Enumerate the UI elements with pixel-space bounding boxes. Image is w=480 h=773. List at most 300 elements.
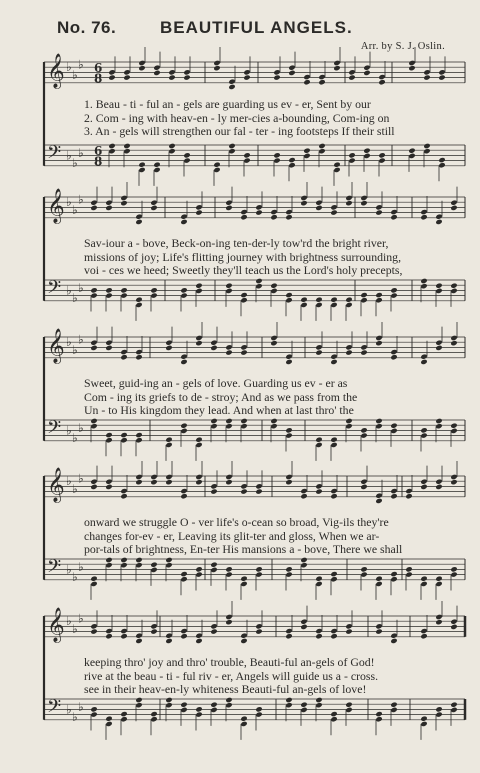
notehead [360, 432, 367, 438]
lyrics-system-5 [84, 656, 466, 697]
notehead [138, 162, 145, 168]
bass-clef-icon: 𝄢 [47, 556, 62, 582]
notehead [123, 69, 130, 75]
notehead [243, 74, 250, 80]
notehead [180, 707, 187, 713]
notehead [438, 69, 445, 75]
notehead [195, 288, 202, 294]
notehead [240, 581, 247, 587]
notehead [375, 628, 382, 634]
notehead [225, 702, 232, 708]
notehead [213, 60, 220, 66]
notehead [330, 711, 337, 717]
notehead [420, 628, 427, 634]
notehead [120, 493, 127, 499]
notehead [390, 633, 397, 639]
notehead [90, 292, 97, 298]
notehead [183, 157, 190, 163]
flat-icon: ♭ [78, 145, 84, 160]
notehead [420, 278, 427, 284]
treble-clef-icon: 𝄞 [47, 607, 65, 643]
notehead [288, 70, 295, 76]
notehead [330, 437, 337, 443]
notehead [408, 65, 415, 71]
notehead [120, 716, 127, 722]
flat-icon: ♭ [66, 702, 72, 717]
notehead [285, 214, 292, 220]
notehead [450, 619, 457, 625]
notehead [423, 148, 430, 154]
notehead [180, 423, 187, 429]
notehead [300, 562, 307, 568]
notehead [345, 349, 352, 355]
notehead [318, 74, 325, 80]
flat-icon: ♭ [72, 203, 78, 217]
notehead [315, 349, 322, 355]
notehead [120, 488, 127, 494]
notehead [165, 345, 172, 351]
notehead [390, 209, 397, 215]
notehead [330, 576, 337, 582]
bass-clef-icon: 𝄢 [47, 417, 62, 443]
notehead [315, 581, 322, 587]
notehead [135, 214, 142, 220]
notehead [285, 566, 292, 572]
notehead [123, 74, 130, 80]
notehead [360, 195, 367, 201]
notehead [405, 493, 412, 499]
notehead [360, 484, 367, 490]
notehead [225, 619, 232, 625]
notehead [180, 488, 187, 494]
notehead [390, 214, 397, 220]
notehead [288, 65, 295, 71]
notehead [420, 479, 427, 485]
notehead [360, 566, 367, 572]
flat-icon: ♭ [66, 148, 72, 163]
notehead [405, 488, 412, 494]
notehead [408, 153, 415, 159]
notehead [195, 633, 202, 639]
notehead [330, 359, 337, 365]
notehead [450, 335, 457, 341]
notehead [315, 633, 322, 639]
time-signature-top: 6 [94, 60, 103, 75]
notehead [180, 292, 187, 298]
notehead [303, 74, 310, 80]
notehead [195, 209, 202, 215]
notehead [285, 297, 292, 303]
notehead [195, 571, 202, 577]
notehead [120, 711, 127, 717]
notehead [150, 479, 157, 485]
notehead [135, 557, 142, 563]
notehead [300, 302, 307, 308]
lyric-verse-2: changes for-ev - er, Leaving its glit-ter and gloss, When we ar- [84, 528, 380, 543]
notehead [303, 148, 310, 154]
notehead [330, 204, 337, 210]
notehead [285, 354, 292, 360]
notehead [435, 345, 442, 351]
notehead [195, 442, 202, 448]
notehead [270, 423, 277, 429]
notehead [273, 152, 280, 158]
notehead [315, 483, 322, 489]
notehead [345, 297, 352, 303]
notehead [318, 79, 325, 85]
notehead [270, 418, 277, 424]
notehead [300, 200, 307, 206]
notehead [150, 628, 157, 634]
flat-icon: ♭ [72, 710, 78, 725]
notehead [435, 711, 442, 717]
notehead [315, 302, 322, 308]
notehead [150, 711, 157, 717]
flat-icon: ♭ [72, 343, 78, 357]
notehead [225, 614, 232, 620]
notehead [390, 493, 397, 499]
notehead [315, 205, 322, 211]
notehead [255, 488, 262, 494]
notehead [240, 423, 247, 429]
notehead [423, 143, 430, 149]
notehead [210, 567, 217, 573]
notehead [450, 423, 457, 429]
notehead [375, 209, 382, 215]
notehead [120, 354, 127, 360]
notehead [375, 423, 382, 429]
lyric-verse-1: Sweet, guid-ing an - gels of love. Guarding us ev - er as [84, 377, 348, 390]
flat-icon: ♭ [78, 280, 84, 295]
lyric-verse-1: onward we struggle O - ver life's o-cean so broad, Vig-ils they're [84, 516, 389, 529]
notehead [255, 278, 262, 284]
notehead [435, 283, 442, 289]
notehead [213, 167, 220, 173]
lyric-verse-1: keeping thro' joy and thro' trouble, Beauti-ful an-gels of God! [84, 656, 375, 669]
lyric-verse-3: see in their heav-en-ly whiteness Beauti-ful an-gels of love! [84, 682, 367, 697]
notehead [435, 288, 442, 294]
notehead [270, 340, 277, 346]
notehead [105, 437, 112, 443]
notehead [270, 214, 277, 220]
notehead [420, 633, 427, 639]
notehead [378, 152, 385, 158]
notehead [150, 562, 157, 568]
notehead [435, 706, 442, 712]
notehead [378, 157, 385, 163]
notehead [180, 214, 187, 220]
notehead [105, 340, 112, 346]
notehead [420, 209, 427, 215]
notehead [135, 633, 142, 639]
notehead [150, 287, 157, 293]
notehead [210, 483, 217, 489]
notehead [210, 707, 217, 713]
notehead [300, 493, 307, 499]
lyric-verse-3: por-tals of brightness, En-ter His mansions a - bove, There we shall [84, 542, 403, 557]
notehead [390, 702, 397, 708]
notehead [120, 200, 127, 206]
notehead [345, 195, 352, 201]
notehead [165, 340, 172, 346]
notehead [105, 562, 112, 568]
notehead [195, 340, 202, 346]
notehead [240, 209, 247, 215]
notehead [240, 483, 247, 489]
flat-icon: ♭ [66, 614, 72, 629]
notehead [300, 195, 307, 201]
notehead [345, 707, 352, 713]
notehead [330, 628, 337, 634]
notehead [420, 721, 427, 727]
flat-icon: ♭ [66, 562, 72, 577]
notehead [195, 711, 202, 717]
notehead [438, 74, 445, 80]
notehead [288, 157, 295, 163]
notehead [243, 152, 250, 158]
notehead [120, 628, 127, 634]
notehead [180, 359, 187, 365]
notehead [315, 437, 322, 443]
notehead [225, 283, 232, 289]
notehead [345, 200, 352, 206]
notehead [360, 571, 367, 577]
notehead [135, 638, 142, 644]
notehead [450, 283, 457, 289]
notehead [360, 344, 367, 350]
notehead [183, 152, 190, 158]
notehead [120, 195, 127, 201]
notehead [360, 427, 367, 433]
notehead [240, 721, 247, 727]
notehead [315, 297, 322, 303]
notehead [288, 162, 295, 168]
notehead [435, 619, 442, 625]
notehead [135, 297, 142, 303]
notehead [435, 576, 442, 582]
treble-clef-icon: 𝄞 [47, 328, 65, 364]
notehead [105, 205, 112, 211]
notehead [378, 74, 385, 80]
notehead [390, 287, 397, 293]
time-signature-bottom: 8 [94, 154, 103, 169]
notehead [450, 571, 457, 577]
notehead [228, 143, 235, 149]
notehead [105, 345, 112, 351]
notehead [225, 566, 232, 572]
notehead [90, 287, 97, 293]
lyrics-system-3 [84, 377, 466, 418]
notehead [315, 442, 322, 448]
notehead [435, 340, 442, 346]
notehead [315, 344, 322, 350]
notehead [450, 205, 457, 211]
notehead [435, 423, 442, 429]
notehead [225, 418, 232, 424]
notehead [210, 418, 217, 424]
flat-icon: ♭ [66, 474, 72, 489]
notehead [225, 474, 232, 480]
notehead [315, 697, 322, 703]
notehead [240, 349, 247, 355]
notehead [273, 157, 280, 163]
notehead [165, 702, 172, 708]
flat-icon: ♭ [72, 156, 78, 171]
notehead [318, 143, 325, 149]
notehead [195, 335, 202, 341]
notehead [255, 483, 262, 489]
notehead [360, 297, 367, 303]
notehead [315, 488, 322, 494]
notehead [180, 628, 187, 634]
notehead [90, 706, 97, 712]
notehead [420, 359, 427, 365]
notehead [90, 576, 97, 582]
notehead [138, 65, 145, 71]
notehead [120, 557, 127, 563]
notehead [450, 707, 457, 713]
notehead [180, 219, 187, 225]
notehead [195, 204, 202, 210]
notehead [405, 571, 412, 577]
notehead [255, 706, 262, 712]
notehead [105, 200, 112, 206]
notehead [255, 283, 262, 289]
notehead [255, 711, 262, 717]
hymn-title: BEAUTIFUL ANGELS. [160, 18, 353, 37]
notehead [123, 148, 130, 154]
notehead [330, 209, 337, 215]
notehead [150, 292, 157, 298]
notehead [405, 566, 412, 572]
notehead [435, 581, 442, 587]
notehead [168, 74, 175, 80]
notehead [330, 633, 337, 639]
treble-clef-icon: 𝄞 [47, 467, 65, 503]
notehead [330, 354, 337, 360]
notehead [375, 581, 382, 587]
notehead [420, 283, 427, 289]
lyrics-system-4 [84, 516, 466, 557]
notehead [120, 292, 127, 298]
notehead [423, 74, 430, 80]
notehead [330, 297, 337, 303]
notehead [135, 697, 142, 703]
notehead [363, 70, 370, 76]
bass-clef-icon: 𝄢 [47, 142, 62, 168]
notehead [420, 354, 427, 360]
notehead [108, 143, 115, 149]
lyrics-system-2 [84, 237, 466, 278]
flat-icon: ♭ [78, 699, 84, 714]
notehead [150, 474, 157, 480]
notehead [375, 493, 382, 499]
notehead [285, 359, 292, 365]
notehead [330, 493, 337, 499]
notehead [330, 488, 337, 494]
notehead [153, 65, 160, 71]
notehead [150, 716, 157, 722]
notehead [240, 297, 247, 303]
notehead [255, 204, 262, 210]
notehead [135, 702, 142, 708]
flat-icon: ♭ [66, 283, 72, 298]
notehead [420, 716, 427, 722]
notehead [210, 702, 217, 708]
lyric-verse-2: missions of joy; Life's flitting journey with brightness surrounding, [84, 249, 402, 264]
notehead [180, 354, 187, 360]
notehead [420, 484, 427, 490]
notehead [225, 288, 232, 294]
notehead [180, 493, 187, 499]
notehead [285, 628, 292, 634]
notehead [240, 638, 247, 644]
notehead [180, 633, 187, 639]
notehead [90, 581, 97, 587]
notehead [150, 623, 157, 629]
notehead [225, 697, 232, 703]
lyric-verse-3: voi - ces we heed; Sweetly they'll teach us the Lord's holy precepts, [84, 263, 403, 278]
notehead [225, 571, 232, 577]
notehead [120, 432, 127, 438]
notehead [435, 219, 442, 225]
notehead [375, 576, 382, 582]
notehead [345, 702, 352, 708]
notehead [450, 624, 457, 630]
notehead [285, 292, 292, 298]
notehead [228, 79, 235, 85]
flat-icon: ♭ [72, 622, 78, 636]
notehead [285, 633, 292, 639]
notehead [273, 74, 280, 80]
notehead [255, 566, 262, 572]
notehead [360, 292, 367, 298]
notehead [165, 697, 172, 703]
notehead [210, 423, 217, 429]
notehead [90, 345, 97, 351]
notehead [285, 702, 292, 708]
notehead [180, 287, 187, 293]
notehead [330, 571, 337, 577]
notehead [90, 205, 97, 211]
notehead [390, 571, 397, 577]
notehead [120, 287, 127, 293]
notehead [90, 423, 97, 429]
flat-icon: ♭ [72, 431, 78, 446]
notehead [348, 74, 355, 80]
flat-icon: ♭ [78, 57, 84, 72]
notehead [105, 633, 112, 639]
flat-icon: ♭ [72, 482, 78, 496]
notehead [123, 143, 130, 149]
time-signature-bottom: 8 [94, 71, 103, 86]
notehead [225, 349, 232, 355]
treble-clef-icon: 𝄞 [47, 53, 65, 89]
notehead [345, 344, 352, 350]
notehead [150, 200, 157, 206]
notehead [153, 70, 160, 76]
notehead [285, 474, 292, 480]
notehead [240, 418, 247, 424]
notehead [375, 716, 382, 722]
notehead [165, 442, 172, 448]
notehead [315, 702, 322, 708]
flat-icon: ♭ [78, 559, 84, 574]
notehead [90, 628, 97, 634]
notehead [213, 162, 220, 168]
notehead [168, 143, 175, 149]
notehead [90, 623, 97, 629]
